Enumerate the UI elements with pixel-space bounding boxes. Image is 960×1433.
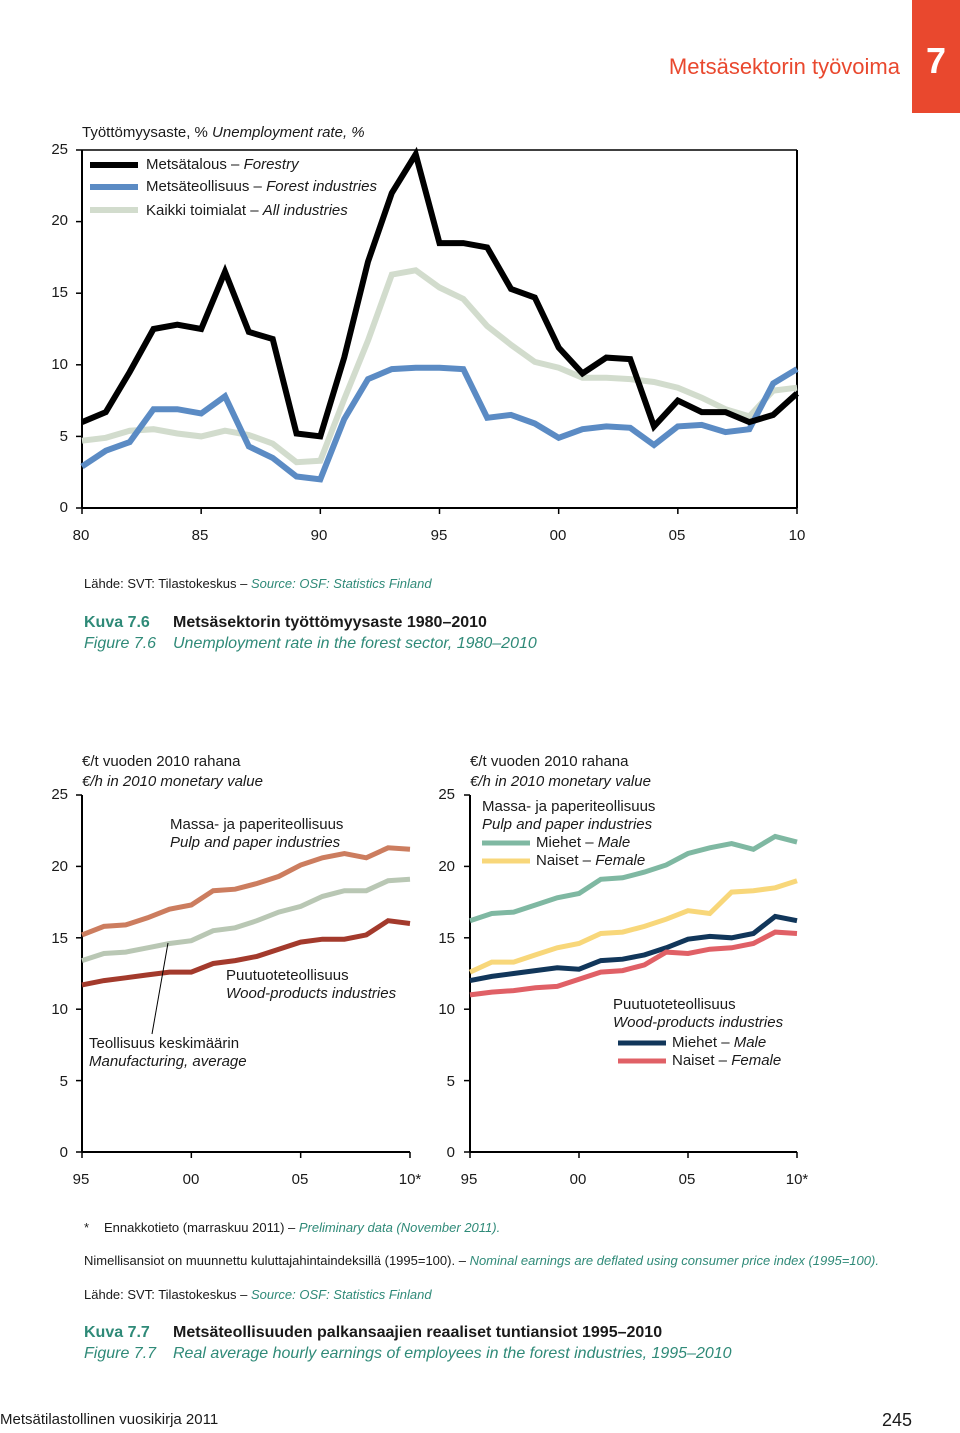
chart3-xtick-05: 05: [678, 1171, 696, 1188]
chart2-label-pulp: Massa- ja paperiteollisuus Pulp and paper industries: [170, 816, 344, 851]
chart1-ytick-15: 15: [51, 284, 68, 301]
series-wood-female-line: [470, 932, 797, 995]
chart1-ytick-10: 10: [51, 356, 68, 373]
chart3-legend-pulp-male: Miehet – Male: [536, 834, 631, 851]
chart2-xtick-10: 10*: [398, 1171, 422, 1188]
chart3-ytick-0: 0: [446, 1144, 455, 1161]
chart3-label-wood: Puutuoteteollisuus Wood-products industries: [613, 996, 784, 1031]
figure1-source: Lähde: SVT: Tilastokeskus – Source: OSF: Statistics Finland: [84, 576, 432, 591]
figure2-source: Lähde: SVT: Tilastokeskus – Source: OSF: Statistics Finland: [84, 1287, 432, 1302]
chart1-ytick-20: 20: [51, 212, 68, 229]
chart2-xtick-00: 00: [182, 1171, 200, 1188]
chart3-ytick-20: 20: [438, 858, 455, 875]
chart1-xtick-05: 05: [668, 527, 686, 544]
legend-forestry: Metsätalous – Forestry: [146, 156, 299, 173]
chart3-ytick-15: 15: [438, 930, 455, 947]
chart3-legend-wood-male: Miehet – Male: [672, 1034, 767, 1051]
chart1-xtick-00: 00: [549, 527, 567, 544]
note-deflation: Nimellisansiot on muunnettu kuluttajahintaindeksillä (1995=100). – Nominal earnings are deflated using consumer price index (1995=100).: [84, 1253, 879, 1268]
chart1-xtick-95: 95: [430, 527, 448, 544]
chart3-legend-pulp-female: Naiset – Female: [536, 852, 646, 869]
series-pulp-male-line: [470, 836, 797, 920]
chart1-ytick-5: 5: [59, 428, 68, 445]
chart3-title: €/t vuoden 2010 rahana €/h in 2010 monetary value: [470, 753, 651, 790]
footer-page-number: 245: [881, 1410, 912, 1430]
chart3-legend-wood-female: Naiset – Female: [672, 1052, 782, 1069]
footer-book-title: Metsätilastollinen vuosikirja 2011: [0, 1411, 219, 1428]
chart1-title-en: Unemployment rate, %: [212, 124, 365, 141]
chart1-xtick-80: 80: [72, 527, 90, 544]
chart2-ytick-0: 0: [59, 1144, 68, 1161]
legend-forest-industries: Metsäteollisuus – Forest industries: [146, 178, 377, 195]
chapter-number: 7: [925, 40, 947, 81]
figure1-caption: Kuva 7.6 Metsäsektorin työttömyysaste 1980–2010 Figure 7.6 Unemployment rate in the forest sector, 1980–2010: [84, 614, 537, 652]
figure2-caption: Kuva 7.7 Metsäteollisuuden palkansaajien reaaliset tuntiansiot 1995–2010 Figure 7.7 Real average hourly earnings of employees in the forest industries, 1995–2010: [84, 1324, 732, 1362]
note-preliminary: * Ennakkotieto (marraskuu 2011) – Preliminary data (November 2011).: [84, 1220, 501, 1235]
chart2-ytick-25: 25: [51, 786, 68, 803]
chart3-ytick-10: 10: [438, 1001, 455, 1018]
chart1-xtick-10: 10: [788, 527, 806, 544]
chart3-label-pulp: Massa- ja paperiteollisuus Pulp and paper industries: [482, 798, 656, 833]
chart3-ytick-25: 25: [438, 786, 455, 803]
chart2-label-manufacturing: Teollisuus keskimäärin Manufacturing, average: [89, 1035, 247, 1070]
chart3-xtick-95: 95: [460, 1171, 478, 1188]
chart2-ytick-10: 10: [51, 1001, 68, 1018]
chart1-ytick-25: 25: [51, 141, 68, 158]
chapter-title: Metsäsektorin työvoima: [668, 54, 900, 79]
chart3-ytick-5: 5: [446, 1073, 455, 1090]
series-manufacturing-line: [82, 879, 410, 960]
chart1-title-fi: Työttömyysaste, %: [82, 124, 208, 141]
chart2-ytick-20: 20: [51, 858, 68, 875]
series-wood-male-line: [470, 916, 797, 980]
chart2-manufacturing-leader-line: [152, 943, 168, 1034]
chart1-ytick-0: 0: [59, 499, 68, 516]
chart2-xtick-05: 05: [291, 1171, 309, 1188]
chart2-ytick-5: 5: [59, 1073, 68, 1090]
chart3-xtick-10: 10*: [785, 1171, 809, 1188]
legend-all-industries: Kaikki toimialat – All industries: [146, 202, 348, 219]
chart3-xtick-00: 00: [569, 1171, 587, 1188]
chart1-xtick-90: 90: [310, 527, 328, 544]
chart2-ytick-15: 15: [51, 930, 68, 947]
chart2-xtick-95: 95: [72, 1171, 90, 1188]
chart2-label-wood: Puutuoteteollisuus Wood-products industries: [226, 967, 397, 1002]
chart2-title: €/t vuoden 2010 rahana €/h in 2010 monetary value: [82, 753, 263, 790]
chart1-xtick-85: 85: [191, 527, 209, 544]
